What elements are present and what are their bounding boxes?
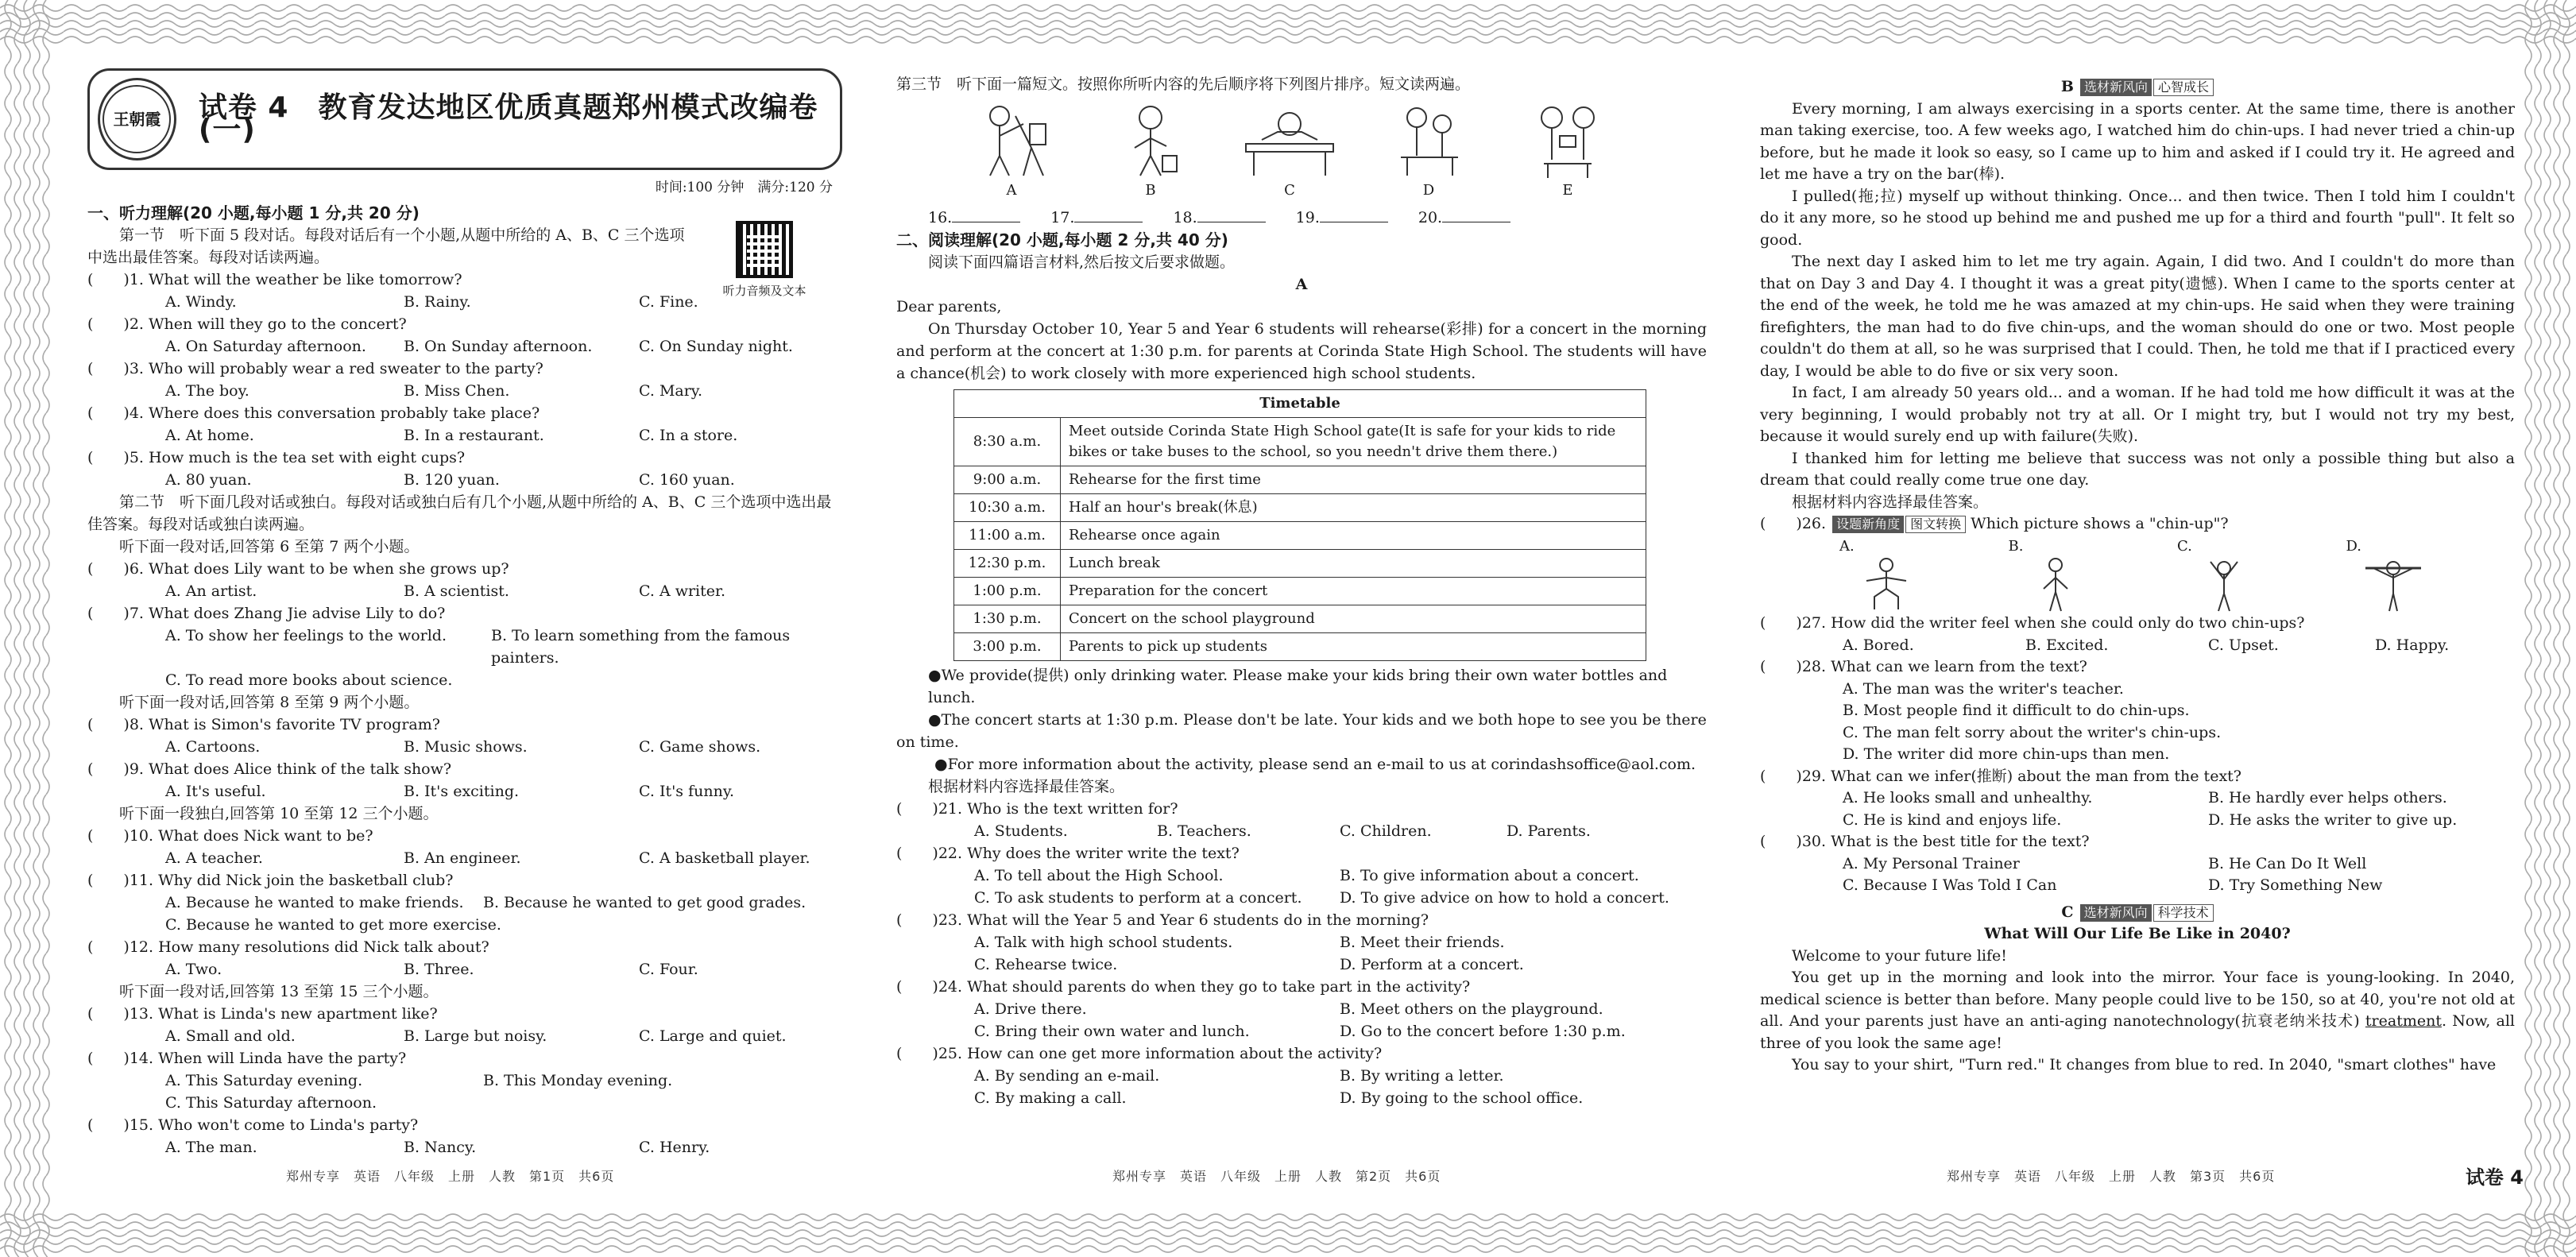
qr-label: 听力音频及文本 [722, 284, 806, 298]
top-wavy-border [0, 0, 2576, 48]
question-28: ( )28. What can we learn from the text? A. The man was the writer's teacher. B. Most people find it difficult to do chin-ups. C. The man felt sorry about the writer's chin-ups. D. The writer did more chin-ups than men. [1760, 658, 2222, 763]
passage-b-paragraph: Every morning, I am always exercising in a sports center. At the same time, there is another man taking exercise, too. A few weeks ago, I watched him do chin-ups. I had never tried a chin-up before, but he made it look so easy, so I came up to him and asked if I could try it. He agreed and let me have a try on the bar(棒). [1760, 99, 2515, 183]
question-6: ( )6. What does Lily want to be when she grows up? A. An artist. B. A scientist. C. A writer. [87, 560, 726, 600]
picture-b: B [1099, 100, 1202, 202]
option-b-figure: B. [2009, 536, 2178, 613]
question-5: ( )5. How much is the tea set with eight cups? A. 80 yuan. B. 120 yuan. C. 160 yuan. [87, 449, 735, 489]
question-21: ( )21. Who is the text written for? A. Students. B. Teachers. C. Children. D. Parents. [896, 800, 1591, 840]
question-27: ( )27. How did the writer feel when she could only do two chin-ups? A. Bored. B. Excited. C. Upset. D. Happy. [1760, 614, 2450, 654]
passage-b-paragraph: The next day I asked him to let me try again. Again, I did two. And I couldn't do more than that on Day 3 and Day 4. I thought it was a great pity(遗憾). When I came to the sports center at the end of the week, he told me he was amazed at my chin-ups. He said when they were training firefighters, the man had to do five chin-ups, and the woman should do one or two. Most people couldn't do them at all, so he was surprised that I could. Then, he told me that if I practiced every day, I would be able to do five or six very soon. [1760, 253, 2515, 380]
table-row: 9:00 a.m. Rehearse for the first time [954, 466, 1646, 494]
left-wavy-border [0, 0, 56, 1257]
logo-text: 王朝霞 [102, 85, 171, 153]
table-row: 10:30 a.m. Half an hour's break(休息) [954, 494, 1646, 522]
reading-a-ask: 根据材料内容选择最佳答案。 [928, 778, 1125, 795]
qr-code-icon[interactable] [736, 221, 793, 278]
passage-c-paragraph: You get up in the morning and look into the mirror. Your face is young-looking. In 2040, medical science is better than before. Many people could live to be 150, so at 40, you're not old at all. And your parents just have an anti-aging nanotechnology(抗衰老纳米技术) treatment. Now, all three of you look the same age! [1760, 969, 2516, 1052]
blank-17[interactable]: 17. [1050, 207, 1143, 229]
reading-b-ask: 根据材料内容选择最佳答案。 [1792, 493, 1989, 511]
listening-heading: 一、听力理解(20 小题,每小题 1 分,共 20 分) [87, 203, 420, 222]
instruction-10-12: 听下面一段独白,回答第 10 至第 12 三个小题。 [119, 805, 439, 822]
tag-new-angle: 设题新角度 [1832, 516, 1904, 533]
page-3-column [1760, 76, 2515, 1077]
question-22: ( )22. Why does the writer write the text? A. To tell about the High School. B. To give information about a concert. C. To ask students to perform at a concert. D. To give advice on how to hold a concert. [896, 845, 1669, 907]
standing-figure-icon [2020, 557, 2091, 613]
squat-figure-icon [1851, 557, 1922, 613]
table-row: 1:30 p.m. Concert on the school playground [954, 605, 1646, 633]
tag-new-material-c: 选材新风向 [2080, 904, 2152, 922]
passage-b-paragraph: I thanked him for letting me believe that success was not only a possible thing but also a dream that could really come true one day. [1760, 449, 2515, 489]
option-d-figure: D. [2346, 536, 2516, 613]
option-a-figure: A. [1839, 536, 2009, 613]
passage-c-title: What Will Our Life Be Like in 2040? [1984, 925, 2291, 942]
page-2-column [896, 73, 1707, 1109]
instruction-6-7: 听下面一段对话,回答第 6 至第 7 两个小题。 [119, 538, 420, 555]
question-15: ( )15. Who won't come to Linda's party? A. The man. B. Nancy. C. Henry. [87, 1116, 710, 1156]
passage-c-header: C 选材新风向 科学技术 [1760, 902, 2515, 924]
tag-picture-text: 图文转换 [1905, 516, 1966, 533]
exam-title: 试卷 4 教育发达地区优质真题郑州模式改编卷(一) [198, 91, 818, 146]
timetable [953, 389, 1646, 661]
question-26: ( )26. 设题新角度 图文转换 Which picture shows a "chin-up"? [1760, 515, 2229, 532]
chin-up-options [1760, 536, 2515, 613]
question-14: ( )14. When will Linda have the party? A. This Saturday evening. B. This Monday evening. C. This Saturday afternoon. [87, 1050, 673, 1112]
question-7: ( )7. What does Zhang Jie advise Lily to do? A. To show her feelings to the world. B. To learn something from the famous painters. C. To read more books about science. [87, 605, 791, 689]
note-time: ●The concert starts at 1:30 p.m. Please don't be late. Your kids and we both hope to see you be there on time. [896, 711, 1707, 751]
bar-hanging-figure-icon [2357, 557, 2429, 613]
blank-20[interactable]: 20. [1418, 207, 1510, 229]
tag-mind-growth: 心智成长 [2153, 79, 2214, 96]
blank-16[interactable]: 16. [928, 207, 1020, 229]
arms-up-figure-icon [2188, 557, 2260, 613]
question-13: ( )13. What is Linda's new apartment like? A. Small and old. B. Large but noisy. C. Large and quiet. [87, 1005, 787, 1045]
reading-heading: 二、阅读理解(20 小题,每小题 2 分,共 40 分) [896, 230, 1228, 249]
question-25: ( )25. How can one get more information about the activity? A. By sending an e-mail. B. By writing a letter. C. By making a call. D. By going to the school office. [896, 1045, 1584, 1107]
tag-science: 科学技术 [2153, 904, 2214, 922]
table-row: 12:30 p.m. Lunch break [954, 550, 1646, 578]
picture-e: E [1516, 100, 1619, 202]
question-11: ( )11. Why did Nick join the basketball club? A. Because he wanted to make friends. B. Because he wanted to get good grades. C. Because he wanted to get more exercise. [87, 872, 806, 934]
reading-intro: 阅读下面四篇语言材料,然后按文后要求做题。 [928, 253, 1236, 271]
question-12: ( )12. How many resolutions did Nick talk about? A. Two. B. Three. C. Four. [87, 938, 698, 978]
exam-title-box [87, 68, 842, 170]
section3-intro: 第三节 听下面一篇短文。按照你所听内容的先后顺序将下列图片排序。短文读两遍。 [896, 75, 1471, 93]
table-row: 11:00 a.m. Rehearse once again [954, 522, 1646, 550]
table-row: 3:00 p.m. Parents to pick up students [954, 633, 1646, 661]
passage-b-paragraph: In fact, I am already 50 years old... and a woman. If he had told me how difficult it was at the very beginning, I would probably not try at all. Or I might try, but I would not try my best, because it would surely end up with failure(失败). [1760, 384, 2515, 445]
footer-page-1: 郑州专享 英语 八年级 上册 人教 第1页 共6页 [286, 1169, 615, 1184]
instruction-13-15: 听下面一段对话,回答第 13 至第 15 三个小题。 [119, 983, 439, 1000]
picture-row [960, 100, 1619, 202]
page-1-column [87, 68, 842, 1158]
passage-b-header: B 选材新风向 心智成长 [1760, 76, 2515, 99]
tag-new-material: 选材新风向 [2080, 79, 2152, 96]
note-water: ●We provide(提供) only drinking water. Please make your kids bring their own water bottles and lunch. [928, 667, 1668, 706]
footer-page-3: 郑州专享 英语 八年级 上册 人教 第3页 共6页 [1947, 1169, 2276, 1184]
question-23: ( )23. What will the Year 5 and Year 6 students do in the morning? A. Talk with high school students. B. Meet their friends. C. Rehearse twice. D. Perform at a concert. [896, 911, 1524, 973]
question-29: ( )29. What can we infer(推断) about the man from the text? A. He looks small and unhealthy. B. He hardly ever helps others. C. He is kind and enjoys life. D. He asks the writer to give up. [1760, 767, 2458, 829]
picture-d: D [1377, 100, 1480, 202]
children-bench-icon [1385, 100, 1472, 180]
two-girls-reading-icon [1520, 100, 1615, 180]
question-24: ( )24. What should parents do when they go to take part in the activity? A. Drive there. B. Meet others on the playground. C. Bring their own water and lunch. D. Go to the concert before 1:30 p.m. [896, 978, 1626, 1040]
letter-body: On Thursday October 10, Year 5 and Year 6 students will rehearse(彩排) for a concert in the morning and perform at the concert at 1:30 p.m. for parents at Corinda State High School. The students will have a chance(机会) to work closely with more experienced high school students. [896, 320, 1707, 382]
blank-18[interactable]: 18. [1173, 207, 1265, 229]
time-and-score: 时间:100 分钟 满分:120 分 [655, 180, 833, 195]
publisher-logo [98, 78, 176, 161]
question-9: ( )9. What does Alice think of the talk show? A. It's useful. B. It's exciting. C. It's funny. [87, 760, 735, 800]
question-1: ( )1. What will the weather be like tomorrow? A. Windy. B. Rainy. C. Fine. [87, 271, 698, 311]
passage-a-label: A [1295, 276, 1308, 293]
table-row: 8:30 a.m. Meet outside Corinda State High School gate(It is safe for your kids to ride bikes or take buses to the school, so you needn't drive them there.) [954, 418, 1646, 466]
letter-greeting: Dear parents, [896, 298, 1002, 315]
question-4: ( )4. Where does this conversation probably take place? A. At home. B. In a restaurant. C. In a store. [87, 404, 738, 444]
study-desk-icon [1238, 100, 1341, 180]
right-wavy-border [2520, 0, 2576, 1257]
table-row: 1:00 p.m. Preparation for the concert [954, 578, 1646, 605]
blank-19[interactable]: 19. [1296, 207, 1388, 229]
instruction-8-9: 听下面一段对话,回答第 8 至第 9 两个小题。 [119, 694, 420, 711]
section1-intro: 第一节 听下面 5 段对话。每段对话后有一个小题,从题中所给的 A、B、C 三个选项中选出最佳答案。每段对话读两遍。 [87, 226, 685, 266]
note-email: ●For more information about the activity, please send an e-mail to us at corindashsoffice@aol.com. [934, 756, 1696, 773]
section2-intro: 第二节 听下面几段对话或独白。每段对话或独白后有几个小题,从题中所给的 A、B、C 三个选项中选出最佳答案。每段对话或独白读两遍。 [87, 493, 832, 533]
qr-code-block[interactable] [709, 221, 820, 299]
passage-c-paragraph: You say to your shirt, "Turn red." It changes from blue to red. In 2040, "smart clothes" have [1792, 1056, 2497, 1073]
paper-number-label: 试卷 4 [2465, 1166, 2524, 1189]
answer-blanks-16-20 [928, 207, 1707, 229]
picture-a: A [960, 100, 1063, 202]
question-10: ( )10. What does Nick want to be? A. A teacher. B. An engineer. C. A basketball player. [87, 827, 810, 867]
question-30: ( )30. What is the best title for the text? A. My Personal Trainer B. He Can Do It Well C. Because I Was Told I Can D. Try Something New [1760, 833, 2383, 894]
timetable-title: Timetable [954, 390, 1646, 418]
passage-c-paragraph: Welcome to your future life! [1792, 946, 2007, 965]
bottom-wavy-border [0, 1209, 2576, 1257]
picture-c: C [1238, 100, 1341, 202]
child-toy-icon [1107, 100, 1194, 180]
question-3: ( )3. Who will probably wear a red sweater to the party? A. The boy. B. Miss Chen. C. Mary. [87, 360, 703, 400]
footer-page-2: 郑州专享 英语 八年级 上册 人教 第2页 共6页 [1112, 1169, 1441, 1184]
question-8: ( )8. What is Simon's favorite TV program? A. Cartoons. B. Music shows. C. Game shows. [87, 716, 761, 756]
violin-player-icon [968, 100, 1055, 180]
question-2: ( )2. When will they go to the concert? A. On Saturday afternoon. B. On Sunday afternoon. C. On Sunday night. [87, 315, 793, 355]
passage-b-paragraph: I pulled(拖;拉) myself up without thinking. Once... and then twice. Then I told him I couldn't do it any more, so he stood up behind me and pushed me up for a third and fourth "pull". It felt so good. [1760, 187, 2515, 249]
option-c-figure: C. [2177, 536, 2346, 613]
